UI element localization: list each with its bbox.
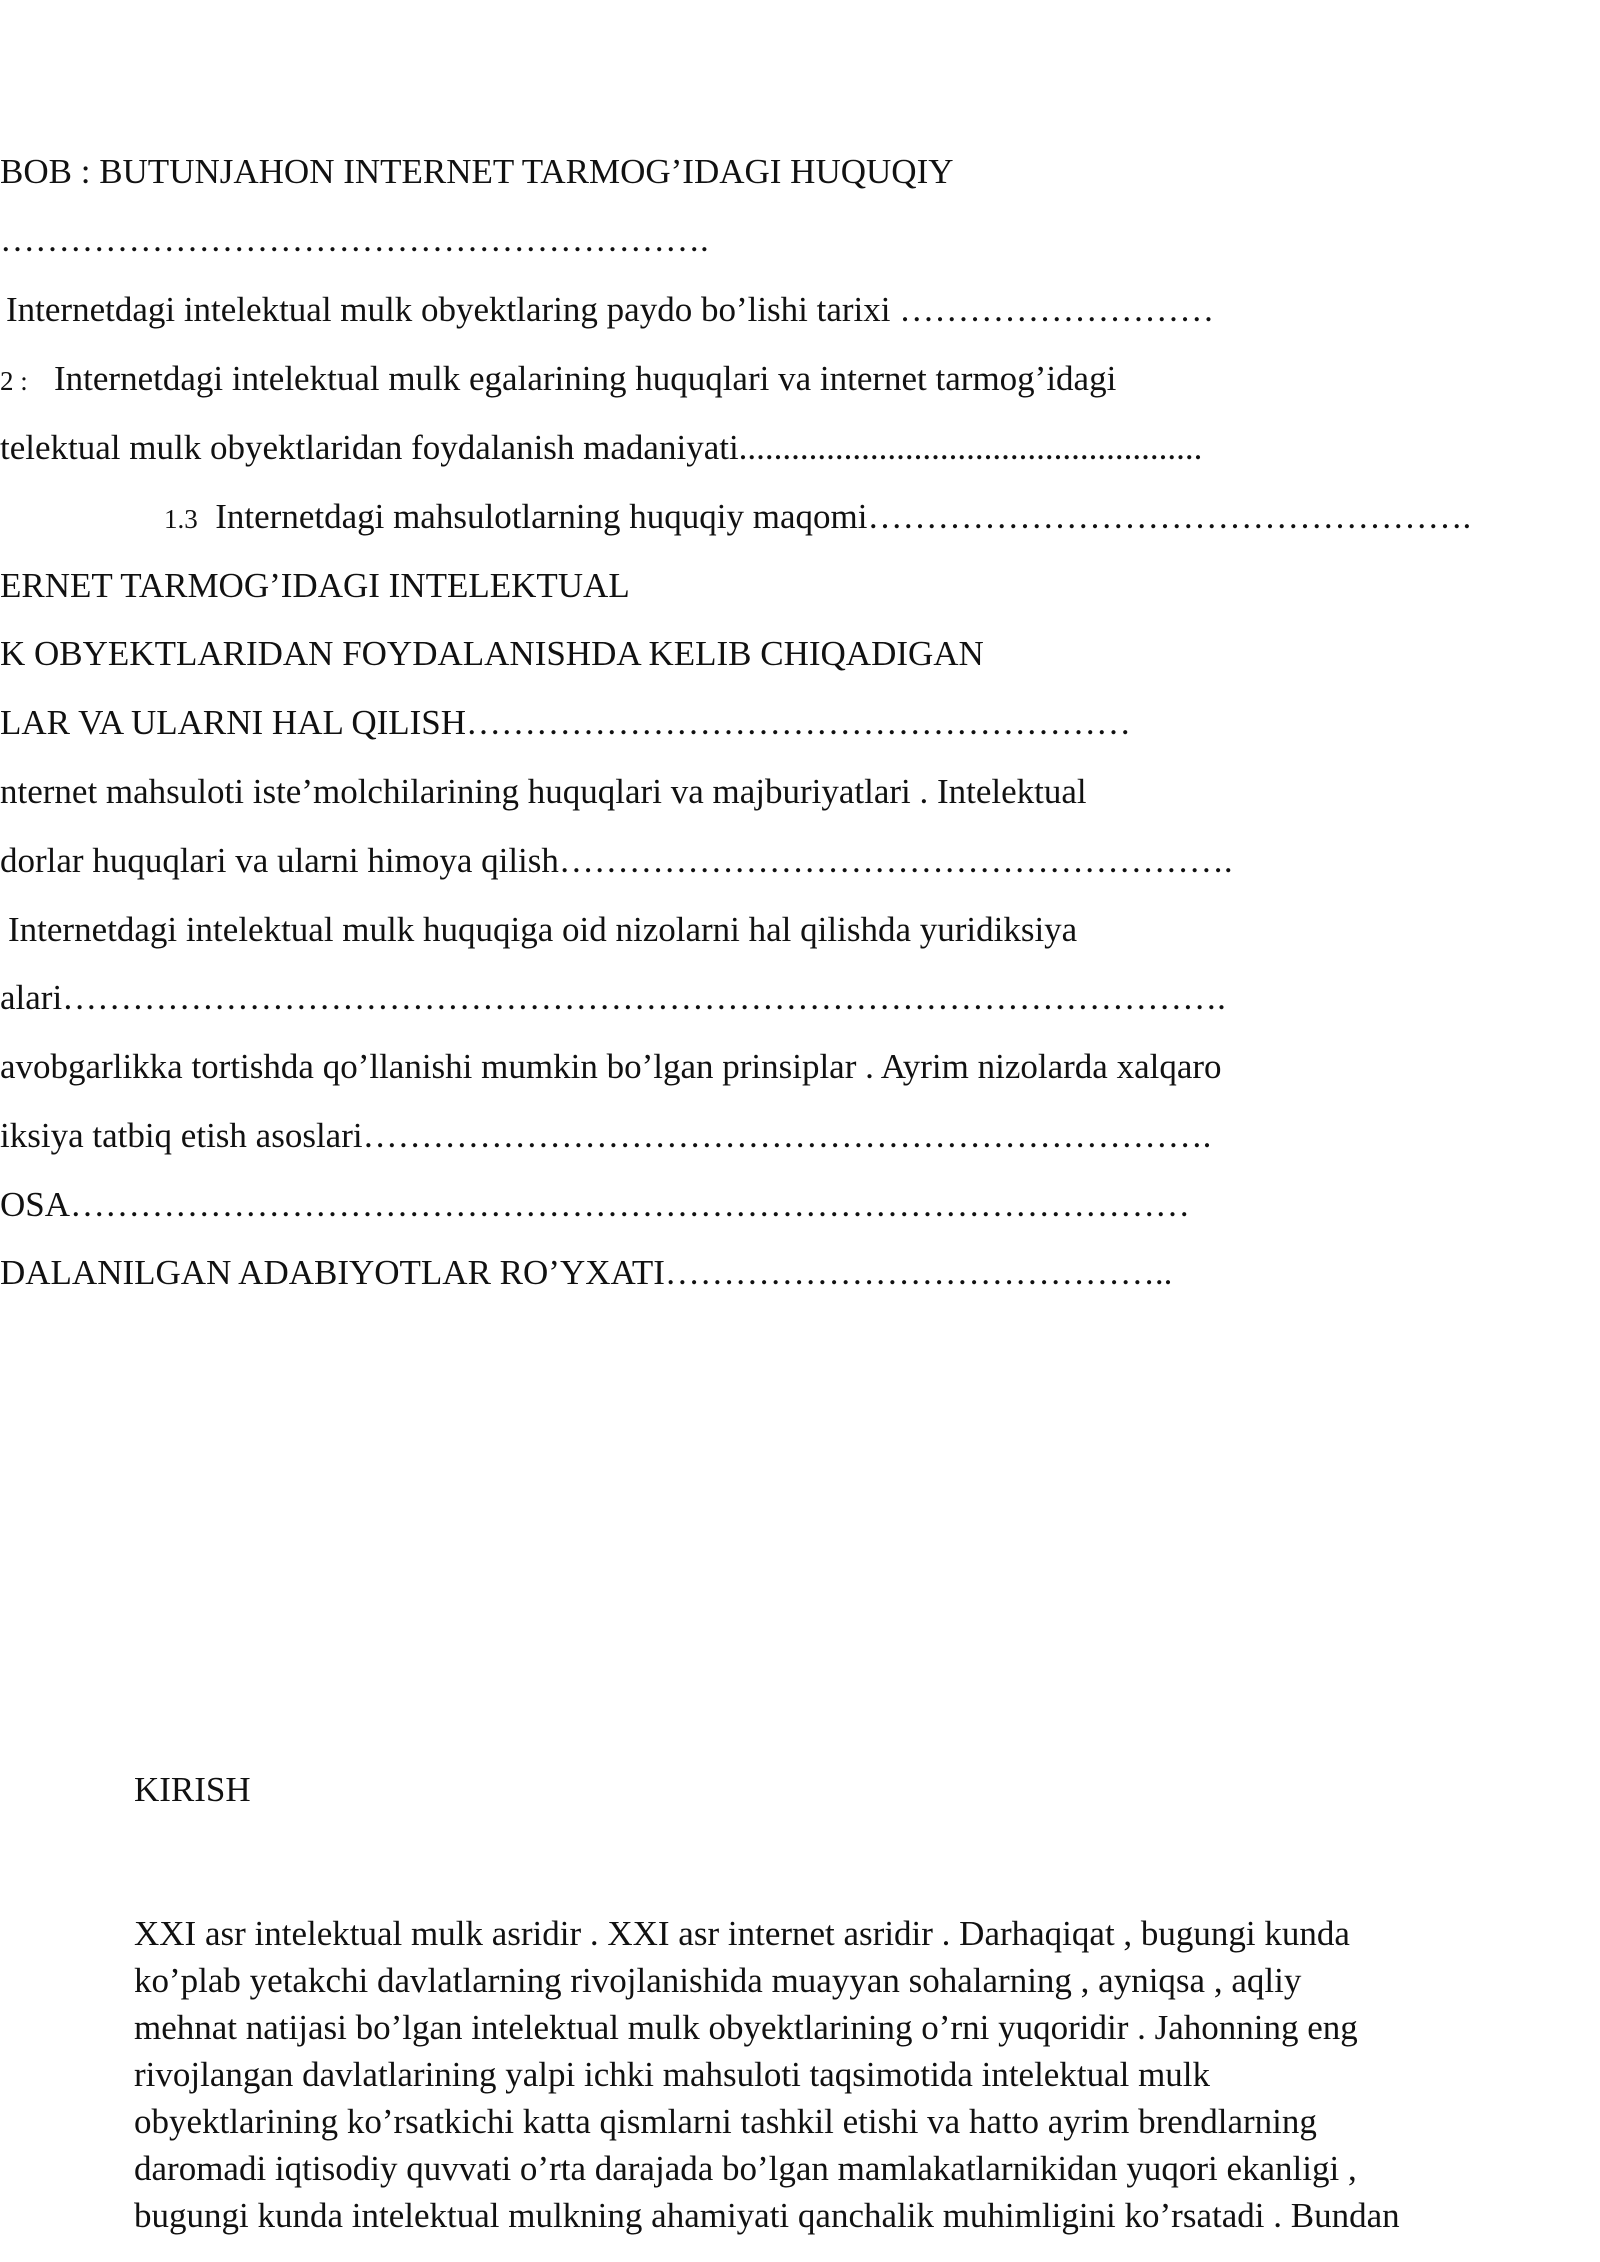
toc-line-5: telektual mulk obyektlaridan foydalanish madaniyati.....................................................: [0, 428, 1203, 467]
toc-line-17: DALANILGAN ADABIYOTLAR RO’YXATI……………………………………..: [0, 1253, 1173, 1292]
paragraph-line-1: XXI asr intelektual mulk asridir . XXI asr internet asridir . Darhaqiqat , bugungi kunda: [134, 1914, 1350, 1953]
section-heading: KIRISH: [134, 1770, 251, 1809]
paragraph-line-2: ko’plab yetakchi davlatlarning rivojlanishida muayyan sohalarning , ayniqsa , aqliy: [134, 1961, 1302, 2000]
toc-line-10: nternet mahsuloti iste’molchilarining huquqlari va majburiyatlari . Intelektual: [0, 772, 1087, 811]
paragraph-line-3: mehnat natijasi bo’lgan intelektual mulk obyektlarining o’rni yuqoridir . Jahonning eng: [134, 2008, 1358, 2047]
paragraph-line-7: bugungi kunda intelektual mulkning ahamiyati qanchalik muhimligini ko’rsatadi . Bundan: [134, 2196, 1400, 2235]
toc-line-14: avobgarlikka tortishda qo’llanishi mumkin bo’lgan prinsiplar . Ayrim nizolarda xalqaro: [0, 1047, 1222, 1086]
toc-number-2: 2 :: [0, 366, 28, 396]
toc-line-6: [164, 497, 1471, 539]
toc-line-7: ERNET TARMOG’IDAGI INTELEKTUAL: [0, 566, 630, 605]
toc-line-2: …………………………………………………….: [0, 220, 709, 259]
toc-line-4-text: Internetdagi intelektual mulk egalarining huquqlari va internet tarmog’idagi: [54, 359, 1117, 398]
toc-line-12: Internetdagi intelektual mulk huquqiga oid nizolarni hal qilishda yuridiksiya: [8, 910, 1078, 949]
toc-line-4: [0, 359, 1116, 401]
toc-line-9: LAR VA ULARNI HAL QILISH…………………………………………………: [0, 703, 1132, 742]
intro-paragraph: [134, 1910, 1564, 2239]
toc-line-1: BOB : BUTUNJAHON INTERNET TARMOG’IDAGI HUQUQIY: [0, 152, 954, 191]
toc-line-8: K OBYEKTLARIDAN FOYDALANISHDA KELIB CHIQADIGAN: [0, 634, 984, 673]
toc-number-1-3: 1.3: [164, 504, 198, 534]
paragraph-line-6: daromadi iqtisodiy quvvati o’rta darajada bo’lgan mamlakatlarnikidan yuqori ekanligi ,: [134, 2149, 1357, 2188]
toc-line-3: Internetdagi intelektual mulk obyektlaring paydo bo’lishi tarixi ………………………: [6, 290, 1215, 329]
toc-line-6-text: Internetdagi mahsulotlarning huquqiy maqomi…………………………………………….: [215, 497, 1472, 536]
toc-line-16: OSA……………………………………………………………………………………: [0, 1185, 1191, 1224]
toc-line-15: iksiya tatbiq etish asoslari……………………………………………………………….: [0, 1116, 1212, 1155]
paragraph-line-4: rivojlangan davlatlarining yalpi ichki mahsuloti taqsimotida intelektual mulk: [134, 2055, 1211, 2094]
toc-line-13: alari……………………………………………………………………………………….: [0, 978, 1226, 1017]
paragraph-line-5: obyektlarining ko’rsatkichi katta qismlarni tashkil etishi va hatto ayrim brendlarning: [134, 2102, 1317, 2141]
toc-line-11: dorlar huquqlari va ularni himoya qilish………………………………………………….: [0, 841, 1233, 880]
